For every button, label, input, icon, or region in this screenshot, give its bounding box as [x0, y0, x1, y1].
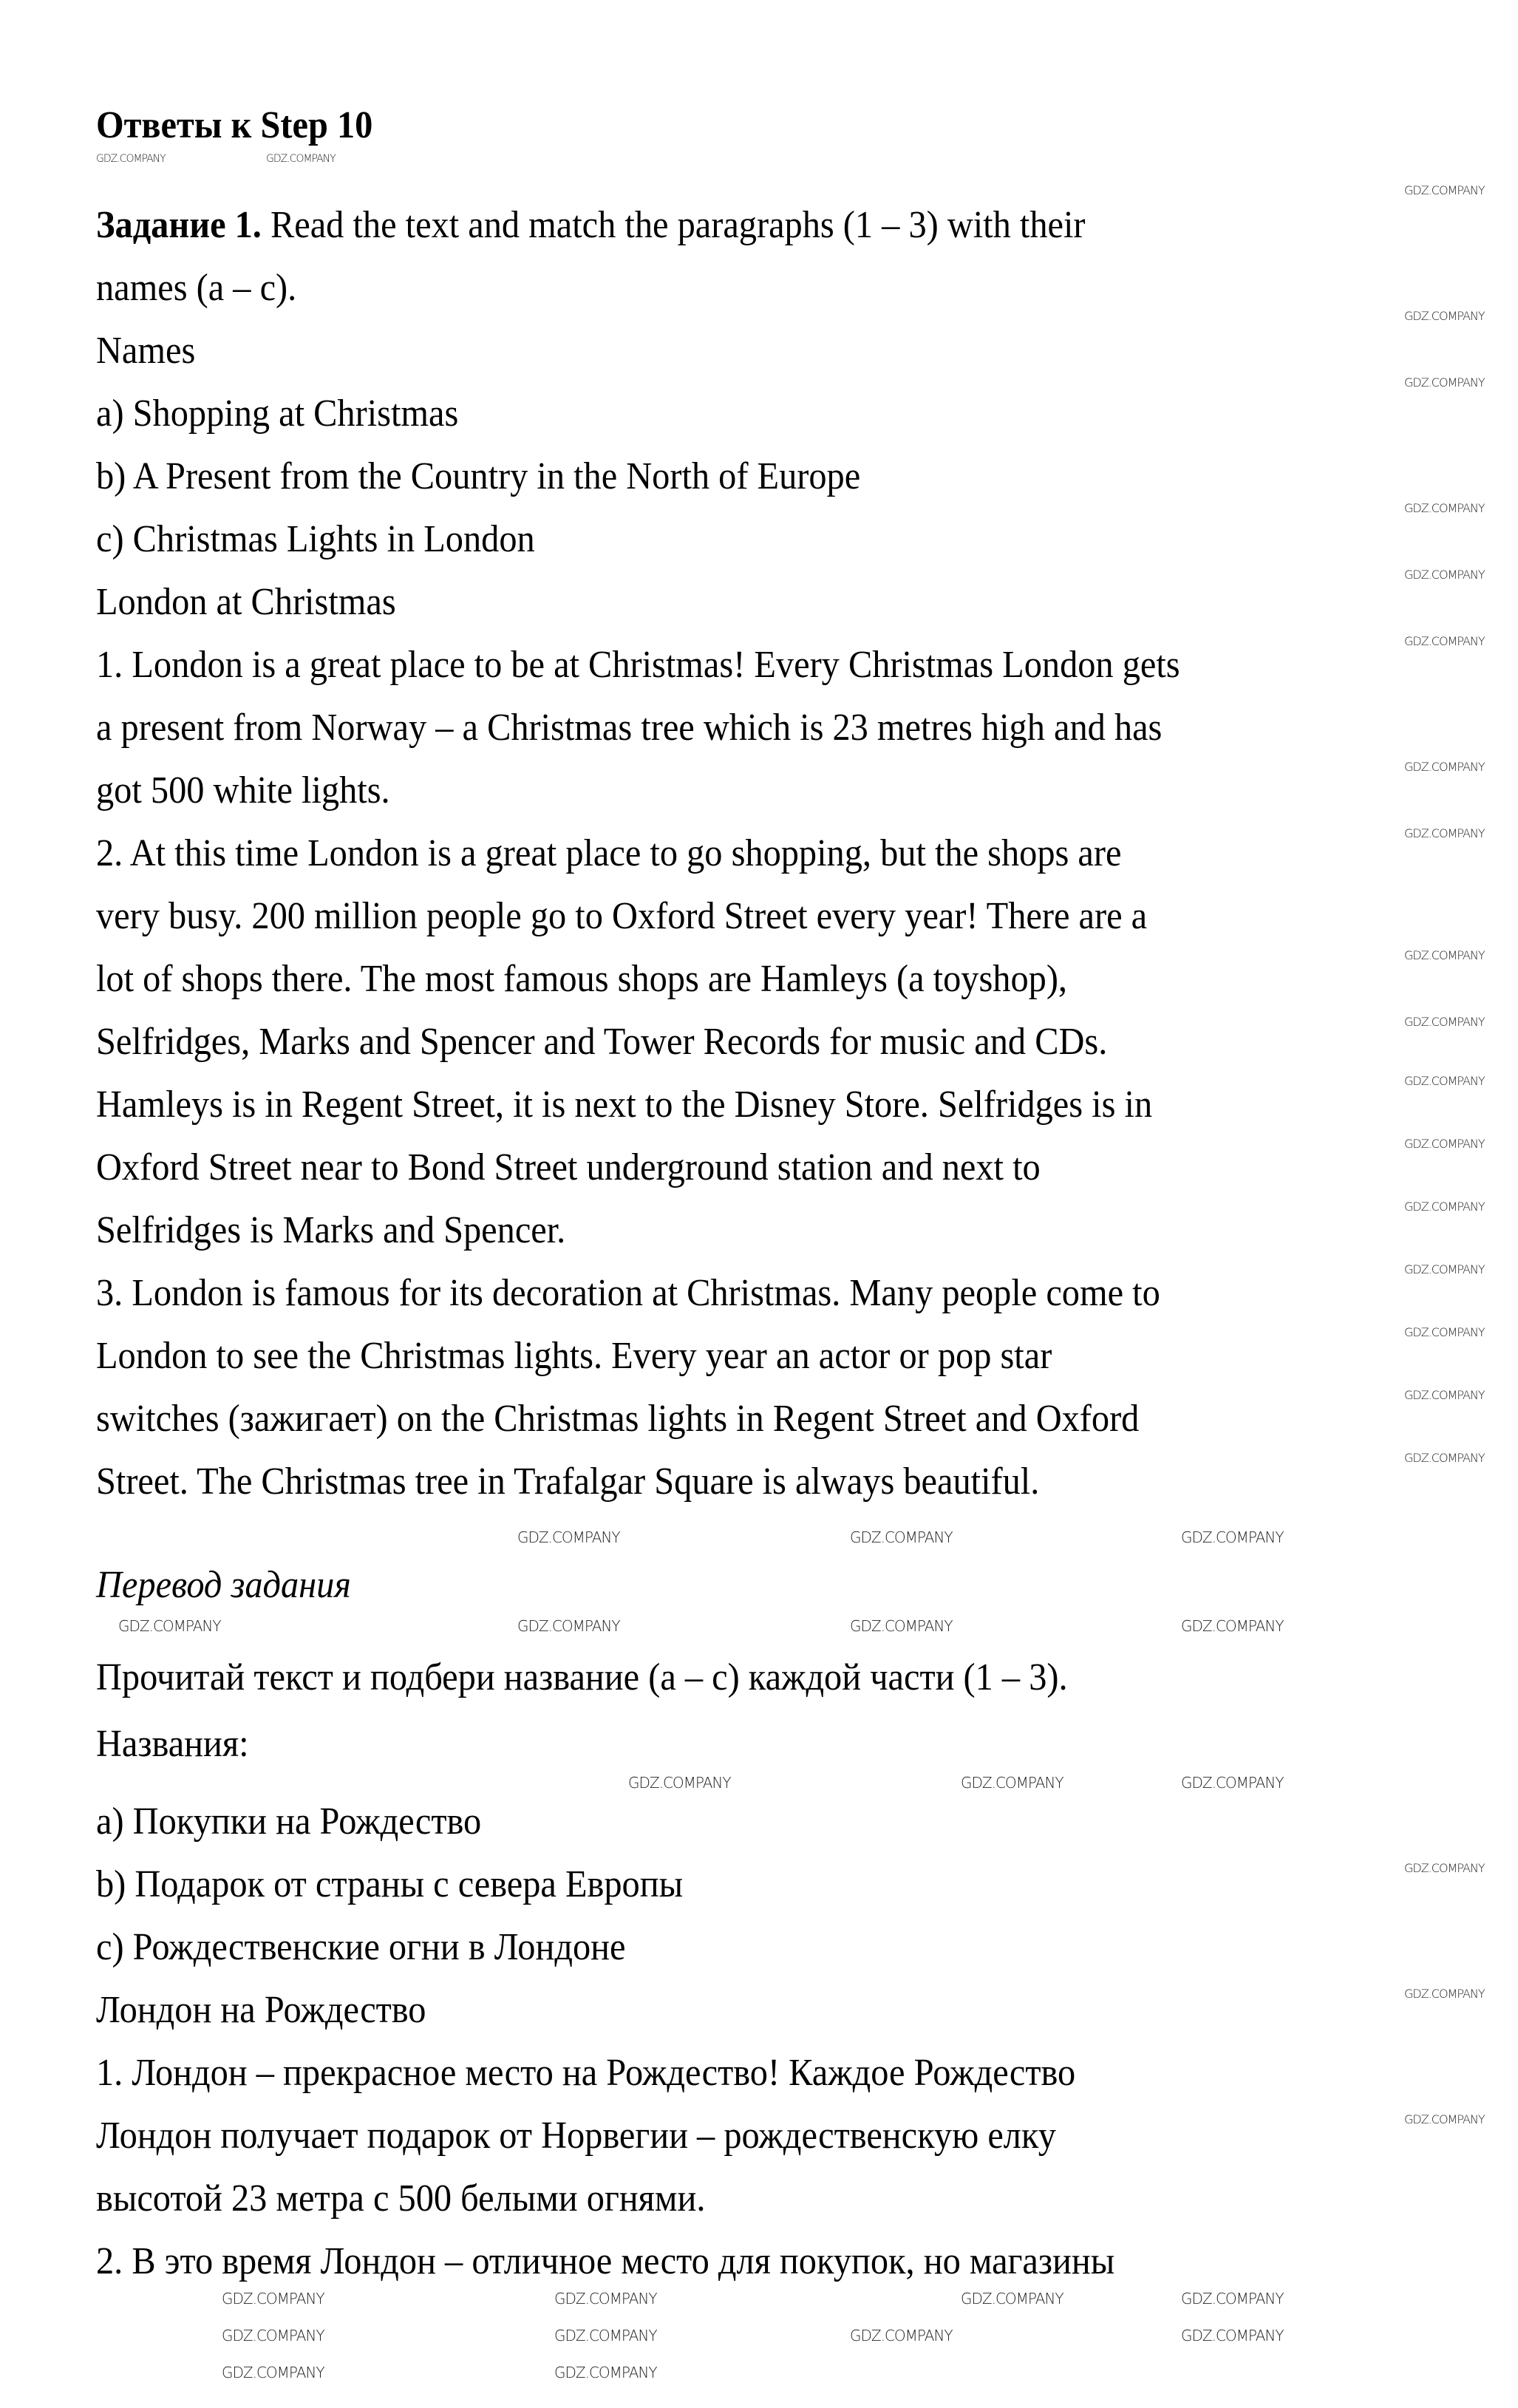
name-item-c: c) Christmas Lights in London — [96, 518, 535, 560]
translation-text-title: Лондон на Рождество — [96, 1989, 426, 2031]
watermark: GDZ.COMPANY — [1181, 2327, 1284, 2344]
watermark: GDZ.COMPANY — [1404, 568, 1485, 582]
name-item-b: b) A Present from the Country in the North of Europe — [96, 455, 861, 497]
watermark: GDZ.COMPANY — [1181, 1528, 1284, 1546]
translation-line: 2. В это время Лондон – отличное место для покупок, но магазины — [96, 2240, 1115, 2282]
watermark: GDZ.COMPANY — [554, 2290, 657, 2307]
task-label: Задание 1. — [96, 204, 262, 246]
watermark: GDZ.COMPANY — [1404, 1987, 1485, 2001]
translation-line: высотой 23 метра с 500 белыми огнями. — [96, 2177, 706, 2220]
translation-line: 1. Лондон – прекрасное место на Рождество! Каждое Рождество — [96, 2052, 1076, 2094]
watermark: GDZ.COMPANY — [1404, 1325, 1485, 1339]
watermark: GDZ.COMPANY — [1181, 1774, 1284, 1792]
task-instruction-line1: Read the text and match the paragraphs (1 – 3) with their — [261, 204, 1086, 246]
watermark: GDZ.COMPANY — [1404, 1451, 1485, 1465]
translation-name-b: b) Подарок от страны с севера Европы — [96, 1863, 684, 1905]
text-line: 3. London is famous for its decoration at Christmas. Many people come to — [96, 1272, 1160, 1314]
watermark: GDZ.COMPANY — [1404, 375, 1485, 390]
watermark: GDZ.COMPANY — [850, 1617, 953, 1635]
watermark: GDZ.COMPANY — [1404, 948, 1485, 962]
watermark: GDZ.COMPANY — [961, 2290, 1063, 2307]
watermark: GDZ.COMPANY — [1404, 501, 1485, 515]
text-line: Oxford Street near to Bond Street underground station and next to — [96, 1146, 1041, 1188]
watermark: GDZ.COMPANY — [961, 1774, 1063, 1792]
text-line: Street. The Christmas tree in Trafalgar Square is always beautiful. — [96, 1460, 1040, 1503]
text-line: London to see the Christmas lights. Every year an actor or pop star — [96, 1335, 1052, 1377]
task-instruction-line2: names (a – c). — [96, 267, 297, 309]
watermark: GDZ.COMPANY — [517, 1617, 620, 1635]
watermark: GDZ.COMPANY — [1404, 1015, 1485, 1029]
watermark: GDZ.COMPANY — [517, 1528, 620, 1546]
translation-names-heading: Названия: — [96, 1723, 249, 1765]
translation-line: Лондон получает подарок от Норвегии – рождественскую елку — [96, 2115, 1056, 2157]
watermark: GDZ.COMPANY — [554, 2364, 657, 2381]
text-line: got 500 white lights. — [96, 769, 390, 812]
watermark: GDZ.COMPANY — [118, 1617, 221, 1635]
watermark: GDZ.COMPANY — [1404, 826, 1485, 840]
watermark: GDZ.COMPANY — [1181, 1617, 1284, 1635]
watermark: GDZ.COMPANY — [96, 153, 166, 165]
watermark: GDZ.COMPANY — [222, 2327, 324, 2344]
text-line: lot of shops there. The most famous shops are Hamleys (a toyshop), — [96, 958, 1068, 1000]
translation-instruction: Прочитай текст и подбери название (a – c) каждой части (1 – 3). — [96, 1656, 1068, 1698]
watermark: GDZ.COMPANY — [1404, 634, 1485, 648]
name-item-a: a) Shopping at Christmas — [96, 392, 459, 435]
watermark: GDZ.COMPANY — [1404, 1200, 1485, 1214]
watermark: GDZ.COMPANY — [1404, 1388, 1485, 1402]
watermark: GDZ.COMPANY — [266, 153, 336, 165]
text-line: a present from Norway – a Christmas tree which is 23 metres high and has — [96, 707, 1163, 749]
watermark: GDZ.COMPANY — [222, 2364, 324, 2381]
watermark: GDZ.COMPANY — [1404, 760, 1485, 774]
text-line: 1. London is a great place to be at Christmas! Every Christmas London gets — [96, 644, 1180, 686]
task-instruction — [96, 203, 1086, 248]
watermark: GDZ.COMPANY — [222, 2290, 324, 2307]
watermark: GDZ.COMPANY — [1404, 1262, 1485, 1276]
watermark: GDZ.COMPANY — [1404, 2112, 1485, 2126]
translation-name-c: c) Рождественские огни в Лондоне — [96, 1926, 626, 1968]
watermark: GDZ.COMPANY — [1404, 1074, 1485, 1088]
page-title: Ответы к Step 10 — [96, 104, 373, 146]
text-title: London at Christmas — [96, 581, 396, 623]
watermark: GDZ.COMPANY — [850, 1528, 953, 1546]
watermark: GDZ.COMPANY — [1404, 1861, 1485, 1875]
watermark: GDZ.COMPANY — [1181, 2290, 1284, 2307]
watermark: GDZ.COMPANY — [1404, 309, 1485, 323]
watermark: GDZ.COMPANY — [554, 2327, 657, 2344]
names-heading: Names — [96, 330, 196, 372]
watermark: GDZ.COMPANY — [1404, 1137, 1485, 1151]
text-line: Selfridges is Marks and Spencer. — [96, 1209, 566, 1251]
translation-name-a: a) Покупки на Рождество — [96, 1800, 482, 1843]
text-line: switches (зажигает) on the Christmas lights in Regent Street and Oxford — [96, 1398, 1140, 1440]
watermark: GDZ.COMPANY — [850, 2327, 953, 2344]
watermark: GDZ.COMPANY — [628, 1774, 731, 1792]
watermark: GDZ.COMPANY — [1404, 183, 1485, 197]
text-line: Hamleys is in Regent Street, it is next to the Disney Store. Selfridges is in — [96, 1084, 1153, 1126]
text-line: Selfridges, Marks and Spencer and Tower Records for music and CDs. — [96, 1021, 1108, 1063]
translation-heading: Перевод задания — [96, 1564, 351, 1606]
text-line: 2. At this time London is a great place to go shopping, but the shops are — [96, 832, 1122, 874]
text-line: very busy. 200 million people go to Oxford Street every year! There are a — [96, 895, 1148, 937]
